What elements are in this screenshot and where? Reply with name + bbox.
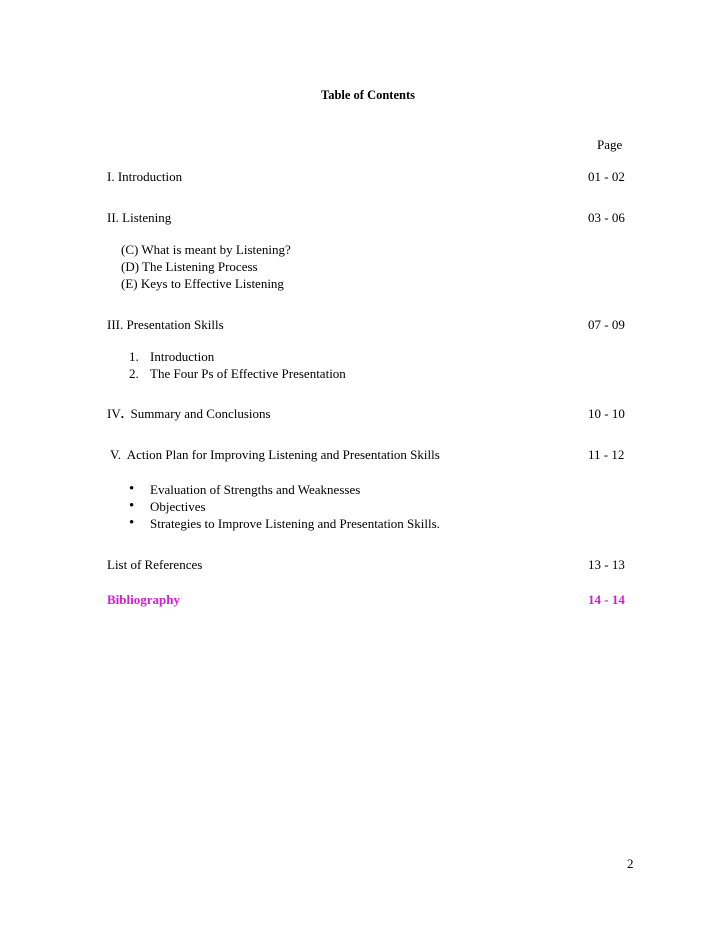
page-column-header: Page (597, 137, 623, 152)
toc-subentry-number: 1. (129, 349, 139, 364)
toc-entry-introduction: I. Introduction (107, 169, 183, 184)
toc-pages-summary: 10 - 10 (588, 406, 625, 421)
toc-subentry: Introduction (150, 349, 215, 364)
toc-subentry: (D) The Listening Process (121, 259, 258, 274)
toc-pages-references: 13 - 13 (588, 557, 625, 572)
bullet-icon: • (129, 498, 135, 514)
toc-pages-action-plan: 11 - 12 (588, 447, 625, 462)
toc-bullet-item: Strategies to Improve Listening and Presentation Skills. (150, 516, 440, 531)
page-number: 2 (627, 856, 634, 871)
toc-pages-bibliography: 14 - 14 (588, 592, 625, 607)
toc-subentry: (E) Keys to Effective Listening (121, 276, 284, 291)
toc-subentry-number: 2. (129, 366, 139, 381)
toc-entry-action-plan: V. Action Plan for Improving Listening and Presentation Skills (107, 447, 440, 462)
toc-entry-label: Summary and Conclusions (123, 406, 271, 421)
toc-entry-bibliography: Bibliography (107, 592, 180, 607)
toc-pages-introduction: 01 - 02 (588, 169, 625, 184)
bullet-icon: • (129, 515, 135, 531)
toc-entry-presentation-skills: III. Presentation Skills (107, 317, 224, 332)
toc-bullet-item: Objectives (150, 499, 206, 514)
toc-pages-presentation-skills: 07 - 09 (588, 317, 625, 332)
toc-entry-numeral: IV (107, 406, 121, 421)
toc-pages-listening: 03 - 06 (588, 210, 625, 225)
toc-subentry: The Four Ps of Effective Presentation (150, 366, 346, 381)
toc-subentry: (C) What is meant by Listening? (121, 242, 291, 257)
toc-bullet-item: Evaluation of Strengths and Weaknesses (150, 482, 361, 497)
bullet-icon: • (129, 481, 135, 497)
page-title: Table of Contents (321, 88, 415, 102)
toc-entry-summary (107, 406, 271, 422)
toc-entry-numeral-dot: . (120, 406, 124, 421)
toc-entry-references: List of References (107, 557, 203, 572)
toc-entry-listening: II. Listening (107, 210, 172, 225)
